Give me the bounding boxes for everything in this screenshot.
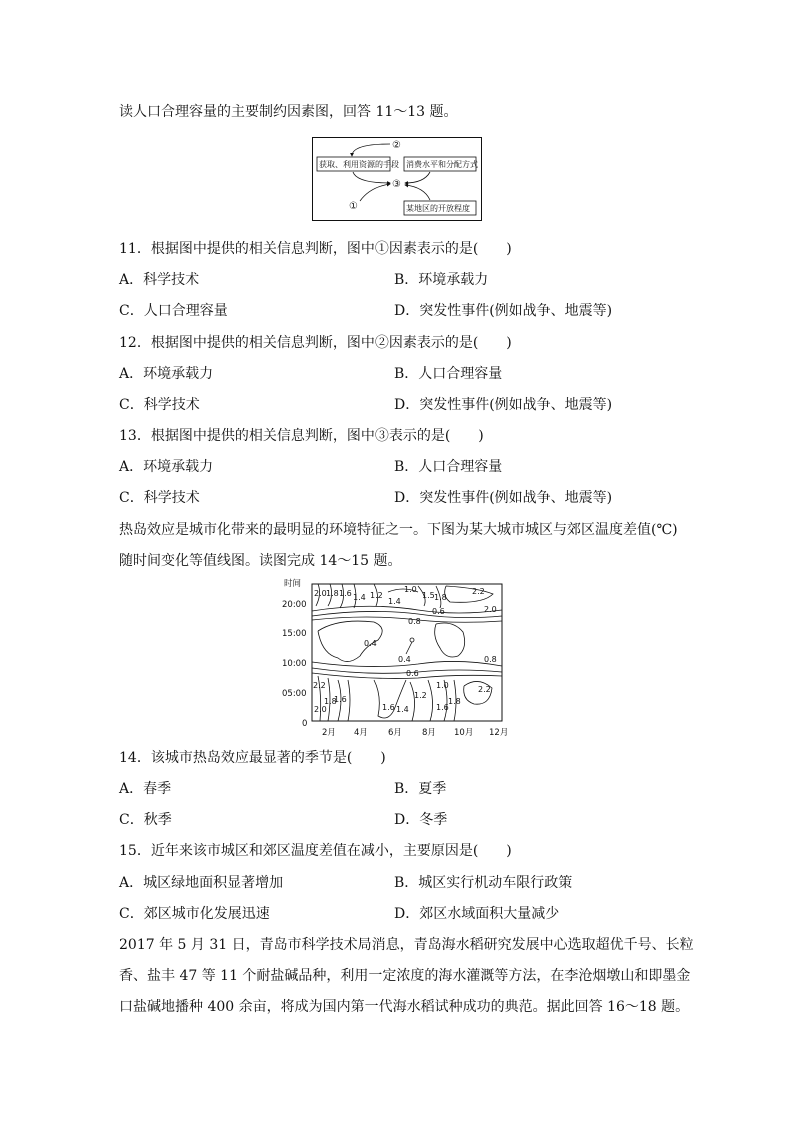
contour-label: 1.6 xyxy=(382,703,395,712)
contour-label: 1.2 xyxy=(370,591,383,600)
x-tick-label: 12月 xyxy=(489,728,509,738)
question-12-stem: 12．根据图中提供的相关信息判断，图中②因素表示的是( ) xyxy=(119,335,512,351)
question-13-stem: 13．根据图中提供的相关信息判断，图中③表示的是( ) xyxy=(119,428,484,444)
contour-label: 1.0 xyxy=(436,681,449,690)
q14-option-c[interactable]: C．秋季 xyxy=(119,812,172,828)
contour-label: 1.8 xyxy=(448,697,461,706)
box-openness: 某地区的开放程度 xyxy=(406,204,470,213)
contour-label: 0.4 xyxy=(364,639,377,648)
contour-label: 2.0 xyxy=(314,705,327,714)
pointer-dot xyxy=(410,638,414,642)
q15-option-a[interactable]: A．城区绿地面积显著增加 xyxy=(119,875,284,891)
q11-option-a[interactable]: A．科学技术 xyxy=(119,272,200,288)
contour-label: 1.4 xyxy=(388,597,401,606)
intro-text-3-line-2: 香、盐丰 47 等 11 个耐盐碱品种，利用一定浓度的海水灌溉等方法，在李沧烟墩山和即墨金 xyxy=(119,968,691,984)
q13-option-c[interactable]: C．科学技术 xyxy=(119,490,200,506)
q14-option-a[interactable]: A．春季 xyxy=(119,781,172,797)
contour-label: 1.6 xyxy=(436,703,449,712)
intro-text-3-line-1: 2017 年 5 月 31 日，青岛市科学技术局消息，青岛海水稻研究发展中心选取超优千号、长粒 xyxy=(119,937,694,953)
contour-label: 1.0 xyxy=(404,585,417,594)
contour-label: 2.2 xyxy=(478,685,491,694)
q13-option-a[interactable]: A．环境承载力 xyxy=(119,459,214,475)
box-consumption: 消费水平和分配方式 xyxy=(406,160,478,169)
contour-label: 2.0 xyxy=(484,605,497,614)
marker-1: ① xyxy=(349,201,358,212)
contour-label: 1.2 xyxy=(414,691,427,700)
contour-label: 2.2 xyxy=(313,681,326,690)
y-tick-label: 15:00 xyxy=(282,629,307,639)
box-resources: 获取、利用资源的手段 xyxy=(319,160,399,169)
y-tick-label: 20:00 xyxy=(282,600,307,610)
q12-option-b[interactable]: B．人口合理容量 xyxy=(394,366,503,382)
q11-option-d[interactable]: D．突发性事件(例如战争、地震等) xyxy=(394,303,613,319)
intro-text-3-line-3: 口盐碱地播种 400 余亩，将成为国内第一代海水稻试种成功的典范。据此回答 16～18 题。 xyxy=(119,999,690,1015)
contour-label: 0.6 xyxy=(432,607,445,616)
contour-label: 2.2 xyxy=(472,587,485,596)
q12-option-a[interactable]: A．环境承载力 xyxy=(119,366,214,382)
contour-label: 1.8 xyxy=(326,589,339,598)
x-tick-label: 8月 xyxy=(422,728,436,738)
contour-label: 2.0 xyxy=(314,589,327,598)
intro-text-1: 读人口合理容量的主要制约因素图，回答 11～13 题。 xyxy=(119,104,458,120)
heat-island-contour-chart xyxy=(278,576,523,740)
contour-label: 1.4 xyxy=(396,705,409,714)
intro-text-2-line-1: 热岛效应是城市化带来的最明显的环境特征之一。下图为某大城市城区与郊区温度差值(℃) xyxy=(119,522,678,538)
marker-2: ② xyxy=(392,140,401,151)
x-tick-label: 4月 xyxy=(354,728,368,738)
y-axis-label: 时间 xyxy=(284,579,302,589)
x-tick-label: 6月 xyxy=(388,728,402,738)
q11-option-c[interactable]: C．人口合理容量 xyxy=(119,303,228,319)
q14-option-b[interactable]: B．夏季 xyxy=(394,781,447,797)
contour-label: 1.6 xyxy=(334,695,347,704)
question-15-stem: 15．近年来该市城区和郊区温度差值在减小，主要原因是( ) xyxy=(119,843,512,859)
contour-label: 0.8 xyxy=(484,655,497,664)
q12-option-d[interactable]: D．突发性事件(例如战争、地震等) xyxy=(394,397,613,413)
population-capacity-diagram xyxy=(312,137,482,221)
y-tick-label: 10:00 xyxy=(282,659,307,669)
contour-label: 1.5 xyxy=(422,591,435,600)
q14-option-d[interactable]: D．冬季 xyxy=(394,812,448,828)
q13-option-d[interactable]: D．突发性事件(例如战争、地震等) xyxy=(394,490,613,506)
q15-option-c[interactable]: C．郊区城市化发展迅速 xyxy=(119,906,270,922)
contour-label: 1.4 xyxy=(353,593,366,602)
x-tick-label: 2月 xyxy=(322,728,336,738)
x-tick-label: 10月 xyxy=(454,728,474,738)
intro-text-2-line-2: 随时间变化等值线图。读图完成 14～15 题。 xyxy=(119,553,402,569)
y-tick-label: 0 xyxy=(302,719,308,729)
contour-label: 1.6 xyxy=(339,589,352,598)
q11-option-b[interactable]: B．环境承载力 xyxy=(394,272,489,288)
contour-label: 1.8 xyxy=(324,697,337,706)
question-11-stem: 11．根据图中提供的相关信息判断，图中①因素表示的是( ) xyxy=(119,241,512,257)
contour-label: 0.4 xyxy=(398,655,411,664)
contour-label: 1.8 xyxy=(434,593,447,602)
contour-label: 0.6 xyxy=(406,669,419,678)
y-tick-label: 05:00 xyxy=(282,689,307,699)
q13-option-b[interactable]: B．人口合理容量 xyxy=(394,459,503,475)
marker-3: ③ xyxy=(392,179,401,190)
q15-option-d[interactable]: D．郊区水域面积大量减少 xyxy=(394,906,560,922)
question-14-stem: 14．该城市热岛效应最显著的季节是( ) xyxy=(119,750,386,766)
contour-label: 0.8 xyxy=(408,617,421,626)
q15-option-b[interactable]: B．城区实行机动车限行政策 xyxy=(394,875,573,891)
q12-option-c[interactable]: C．科学技术 xyxy=(119,397,200,413)
